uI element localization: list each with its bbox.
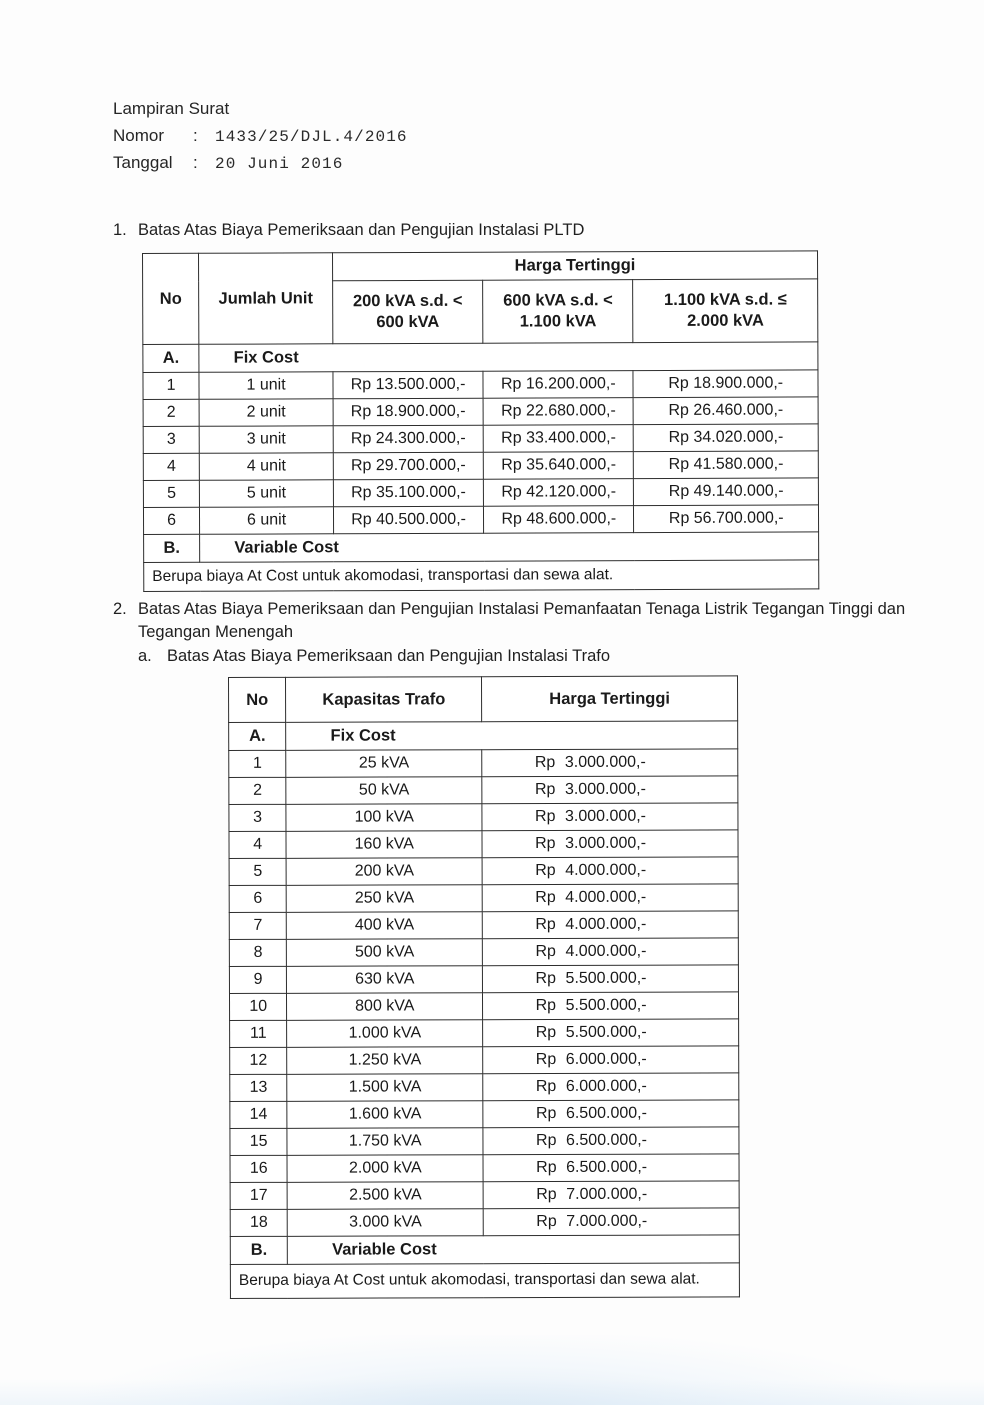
table-row [230,1019,739,1048]
trafo-group-b-letter: B. [230,1236,287,1264]
header-trafo-no: No [229,677,286,722]
pltd-cell-no: 1 [143,372,199,399]
table-row [229,965,738,994]
trafo-cell-no: 2 [229,777,286,804]
trafo-cell-harga [483,1100,739,1128]
table-row [230,1046,739,1075]
table-row-note [230,1263,739,1299]
trafo-price-value [536,997,686,1015]
trafo-cell-harga [482,776,738,804]
trafo-cell-harga [483,1073,739,1101]
currency-symbol: Rp [535,1104,557,1123]
table-pltd [142,250,819,592]
pltd-cell-no: 4 [143,453,199,480]
currency-symbol: Rp [535,888,556,907]
section-1-heading [113,219,898,242]
trafo-cell-kapasitas: 50 kVA [286,777,482,805]
amount: 4.000.000,- [565,861,647,879]
trafo-cell-no: 14 [230,1101,287,1128]
amount: 6.500.000,- [565,1104,647,1122]
trafo-cell-harga [482,884,738,912]
table-row [143,370,818,400]
trafo-cell-harga [483,1127,739,1155]
trafo-price-value [535,916,685,934]
table-row [229,830,738,859]
header-jumlah-unit: Jumlah Unit [199,253,333,345]
table-row [143,397,818,427]
table-row [229,857,738,886]
currency-symbol: Rp [534,780,556,799]
header-range-1-line1: 200 kVA s.d. < [352,291,463,311]
letterhead [113,96,408,177]
trafo-cell-kapasitas: 3.000 kVA [288,1209,484,1237]
table-row [143,451,818,481]
pltd-cell-no: 6 [143,507,199,534]
table-row-group-a [143,342,818,373]
table-row [230,1100,739,1129]
trafo-cell-harga [482,803,738,831]
table-pltd-header-row-1 [143,251,818,282]
trafo-cell-kapasitas: 2.500 kVA [287,1182,483,1210]
table-trafo-header-row [229,676,738,723]
table-row-group-b [230,1235,739,1265]
table-row [143,505,818,535]
trafo-cell-kapasitas: 1.250 kVA [287,1047,483,1075]
pltd-cell-price-2: Rp 16.200.000,- [483,371,633,399]
trafo-cell-no: 3 [229,804,286,831]
trafo-price-value [535,781,685,799]
trafo-cell-harga [482,830,738,858]
currency-symbol: Rp [535,915,556,934]
pltd-cell-price-1: Rp 40.500.000,- [333,506,483,534]
amount: 7.000.000,- [566,1212,648,1230]
amount: 3.000.000,- [564,780,646,798]
amount: 6.000.000,- [565,1077,647,1095]
trafo-cell-kapasitas: 200 kVA [286,858,482,886]
scan-artifact-edge [0,1379,984,1405]
pltd-cell-unit: 2 unit [199,399,333,427]
table-row [229,938,738,967]
section-2-text: Batas Atas Biaya Pemeriksaan dan Pengujian Instalasi Pemanfaatan Tenaga Listrik Tegangan Tinggi dan Tegangan Menengah [138,600,906,641]
pltd-cell-price-1: Rp 13.500.000,- [333,371,483,399]
pltd-cell-price-3: Rp 49.140.000,- [634,478,819,506]
trafo-cell-no: 7 [229,912,286,939]
pltd-cell-price-2: Rp 42.120.000,- [484,479,634,507]
nomor-colon: : [193,126,198,145]
pltd-cell-price-3: Rp 34.020.000,- [634,424,819,452]
table-row-group-a [229,721,738,751]
pltd-cell-price-1: Rp 24.300.000,- [333,425,483,453]
nomor-row [113,123,408,150]
trafo-cell-kapasitas: 400 kVA [287,912,483,940]
currency-symbol: Rp [535,861,556,880]
nomor-value: 1433/25/DJL.4/2016 [215,128,408,146]
trafo-note: Berupa biaya At Cost untuk akomodasi, transportasi dan sewa alat. [230,1263,739,1299]
header-range-3 [633,279,818,343]
group-b-label: Variable Cost [200,532,819,562]
table-row [230,1073,739,1102]
trafo-price-value [536,1024,686,1042]
table-trafo-body [229,721,740,1299]
table-row [229,911,738,940]
section-2a-letter: a. [138,647,152,665]
trafo-cell-no: 6 [229,885,286,912]
trafo-cell-no: 5 [229,858,286,885]
trafo-cell-kapasitas: 800 kVA [287,993,483,1021]
pltd-cell-unit: 1 unit [199,372,333,400]
section-1-text: Batas Atas Biaya Pemeriksaan dan Pengujian Instalasi PLTD [138,221,585,239]
header-trafo-harga: Harga Tertinggi [482,676,738,722]
trafo-cell-no: 9 [229,966,286,993]
currency-symbol: Rp [535,969,557,988]
trafo-cell-kapasitas: 100 kVA [286,804,482,832]
trafo-cell-kapasitas: 1.000 kVA [287,1020,483,1048]
section-2-heading [113,598,918,644]
currency-symbol: Rp [536,1185,557,1204]
pltd-cell-price-2: Rp 48.600.000,- [484,506,634,534]
trafo-cell-no: 16 [230,1155,287,1182]
table-row [230,1154,739,1183]
trafo-price-value [536,1078,686,1096]
trafo-cell-harga [483,1181,739,1209]
pltd-cell-price-1: Rp 35.100.000,- [333,479,483,507]
pltd-cell-price-1: Rp 29.700.000,- [333,452,483,480]
currency-symbol: Rp [535,942,556,961]
trafo-price-value [535,835,685,853]
tanggal-colon: : [193,153,198,172]
amount: 3.000.000,- [564,807,646,825]
trafo-cell-harga [483,1019,739,1047]
pltd-cell-price-1: Rp 18.900.000,- [333,398,483,426]
amount: 6.500.000,- [566,1131,648,1149]
table-row [230,1127,739,1156]
header-range-2-line1: 600 kVA s.d. < [503,291,613,310]
trafo-cell-harga [483,1208,739,1236]
pltd-cell-price-3: Rp 41.580.000,- [634,451,819,479]
trafo-cell-no: 18 [230,1209,287,1236]
scan-artifact [80,1335,920,1405]
header-no: No [143,253,200,344]
currency-symbol: Rp [536,1131,557,1150]
table-row [229,884,738,913]
trafo-price-value [536,1159,686,1177]
trafo-cell-kapasitas: 630 kVA [287,966,483,994]
currency-symbol: Rp [535,834,556,853]
header-range-1-line2: 600 kVA [376,312,440,332]
table-pltd-body [143,342,819,592]
trafo-cell-kapasitas: 500 kVA [287,939,483,967]
tanggal-row [113,150,408,177]
group-a-letter: A. [143,344,199,372]
pltd-cell-no: 3 [143,426,199,453]
trafo-group-a-letter: A. [229,722,286,750]
trafo-cell-kapasitas: 1.600 kVA [287,1101,483,1129]
table-row [230,1208,739,1237]
table-row [230,1181,739,1210]
trafo-price-value [535,754,685,772]
currency-symbol: Rp [534,753,556,772]
header-range-3-line1: 1.100 kVA s.d. ≤ [663,290,787,309]
trafo-cell-kapasitas: 250 kVA [286,885,482,913]
currency-symbol: Rp [536,1212,557,1231]
section-2a-text: Batas Atas Biaya Pemeriksaan dan Pengujian Instalasi Trafo [167,647,611,665]
trafo-price-value [536,970,686,988]
currency-symbol: Rp [536,1158,557,1177]
pltd-note: Berupa biaya At Cost untuk akomodasi, transportasi dan sewa alat. [144,560,819,592]
trafo-cell-no: 15 [230,1128,287,1155]
amount: 3.000.000,- [564,753,646,771]
pltd-cell-unit: 6 unit [200,507,334,535]
trafo-cell-kapasitas: 25 kVA [286,750,482,778]
section-1-number: 1. [113,221,127,239]
trafo-cell-kapasitas: 160 kVA [286,831,482,859]
trafo-price-value [535,889,685,907]
group-a-label: Fix Cost [199,342,818,372]
tanggal-label: Tanggal [113,153,173,172]
pltd-cell-unit: 3 unit [199,426,333,454]
trafo-cell-harga [482,938,738,966]
header-range-1 [333,280,484,344]
trafo-cell-harga [482,749,738,777]
trafo-cell-kapasitas: 1.500 kVA [287,1074,483,1102]
table-row [229,776,738,805]
trafo-price-value [536,1051,686,1069]
trafo-cell-no: 17 [230,1182,287,1209]
trafo-cell-harga [483,965,739,993]
currency-symbol: Rp [534,807,556,826]
pltd-cell-price-3: Rp 56.700.000,- [634,505,819,533]
header-harga-tertinggi: Harga Tertinggi [332,251,817,281]
amount: 5.500.000,- [565,969,647,987]
table-trafo [228,675,740,1299]
nomor-label: Nomor [113,126,165,145]
header-range-2-line2: 1.100 kVA [519,312,597,331]
trafo-cell-no: 11 [230,1020,287,1047]
pltd-cell-unit: 4 unit [199,453,333,481]
trafo-cell-no: 12 [230,1047,287,1074]
amount: 5.500.000,- [565,996,647,1014]
table-trafo-head [229,676,738,723]
currency-symbol: Rp [535,1050,557,1069]
table-row [229,992,738,1021]
trafo-price-value [536,1213,686,1231]
trafo-cell-no: 8 [229,939,286,966]
amount: 7.000.000,- [566,1185,648,1203]
table-pltd-head [143,251,818,345]
table-row-group-b [144,532,819,563]
amount: 3.000.000,- [565,834,647,852]
pltd-cell-no: 5 [143,480,199,507]
attachment-title: Lampiran Surat [113,99,230,118]
header-range-3-line2: 2.000 kVA [687,311,764,330]
pltd-cell-price-3: Rp 26.460.000,- [634,397,819,425]
amount: 6.000.000,- [565,1050,647,1068]
table-row-note [144,560,819,592]
section-2a-heading [138,645,907,668]
trafo-cell-kapasitas: 1.750 kVA [287,1128,483,1156]
currency-symbol: Rp [535,1077,557,1096]
trafo-cell-harga [483,992,739,1020]
trafo-cell-no: 4 [229,831,286,858]
pltd-cell-price-2: Rp 33.400.000,- [483,425,633,453]
trafo-cell-no: 13 [230,1074,287,1101]
trafo-price-value [536,1186,686,1204]
table-row [143,424,818,454]
trafo-price-value [536,1105,686,1123]
trafo-price-value [536,1132,686,1150]
amount: 4.000.000,- [565,942,647,960]
currency-symbol: Rp [535,996,557,1015]
amount: 4.000.000,- [565,888,647,906]
trafo-cell-harga [482,857,738,885]
trafo-cell-no: 1 [229,750,286,777]
header-kapasitas-trafo: Kapasitas Trafo [286,677,482,723]
amount: 5.500.000,- [565,1023,647,1041]
table-row [229,803,738,832]
pltd-cell-price-3: Rp 18.900.000,- [633,370,818,398]
table-row [229,749,738,778]
tanggal-value: 20 Juni 2016 [215,155,344,173]
currency-symbol: Rp [535,1023,557,1042]
trafo-cell-harga [483,1154,739,1182]
pltd-cell-no: 2 [143,399,199,426]
trafo-cell-no: 10 [229,993,286,1020]
trafo-group-b-label: Variable Cost [288,1235,740,1264]
pltd-cell-price-2: Rp 35.640.000,- [483,452,633,480]
section-2-number: 2. [113,600,127,618]
amount: 4.000.000,- [565,915,647,933]
amount: 6.500.000,- [566,1158,648,1176]
trafo-cell-harga [483,1046,739,1074]
trafo-group-a-label: Fix Cost [286,721,738,750]
trafo-cell-kapasitas: 2.000 kVA [287,1155,483,1183]
trafo-price-value [535,943,685,961]
header-range-2 [483,280,634,344]
group-b-letter: B. [144,534,200,562]
pltd-cell-price-2: Rp 22.680.000,- [483,398,633,426]
table-row [143,478,818,508]
trafo-cell-harga [482,911,738,939]
pltd-cell-unit: 5 unit [200,480,334,508]
trafo-price-value [535,862,685,880]
trafo-price-value [535,808,685,826]
